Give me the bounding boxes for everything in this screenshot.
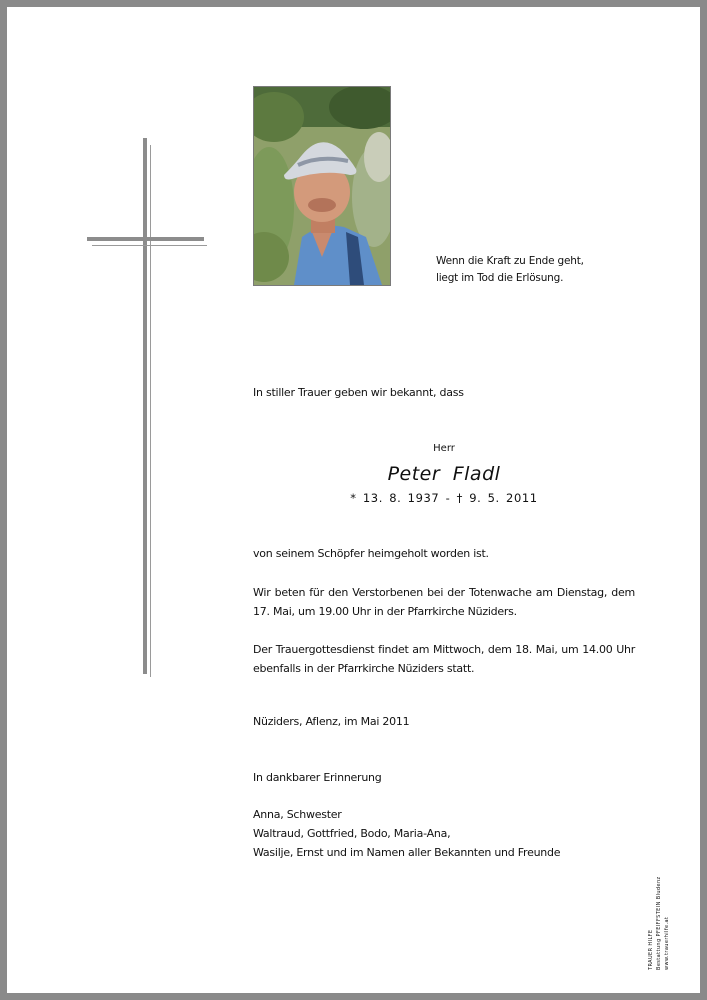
deceased-name: Peter Fladl <box>387 463 501 485</box>
memorial-quote <box>436 253 626 287</box>
stamp-line-2: Bestattung PFEIFFSTEIN Bludenz <box>656 876 662 970</box>
quote-line-1: Wenn die Kraft zu Ende geht, <box>436 255 584 267</box>
gratitude-text: In dankbarer Erinnerung <box>253 771 382 784</box>
place-date: Nüziders, Aflenz, im Mai 2011 <box>253 715 410 728</box>
passage-text: von seinem Schöpfer heimgeholt worden ist. <box>253 547 489 560</box>
stamp-line-1: TRAUER HILFE <box>648 929 654 970</box>
wake-paragraph: Wir beten für den Verstorbenen bei der Totenwache am Dienstag, dem 17. Mai, um 19.00 Uhr in der Pfarrkirche Nüziders. <box>253 586 635 618</box>
mourners-line-2: Waltraud, Gottfried, Bodo, Maria-Ana, <box>253 827 451 840</box>
life-dates: * 13. 8. 1937 - † 9. 5. 2011 <box>350 491 538 505</box>
cross-horizontal-shadow <box>92 245 207 246</box>
service-paragraph: Der Trauergottesdienst findet am Mittwoch, dem 18. Mai, um 14.00 Uhr ebenfalls in der Pfarrkirche Nüziders statt. <box>253 643 635 675</box>
quote-line-2: liegt im Tod die Erlösung. <box>436 272 564 284</box>
mourners-line-3: Wasilje, Ernst und im Namen aller Bekannten und Freunde <box>253 846 561 859</box>
mourners-line-1: Anna, Schwester <box>253 808 342 821</box>
cross-horizontal-bar <box>87 237 204 241</box>
portrait-photo <box>253 86 391 286</box>
funeral-home-stamp <box>644 870 674 970</box>
salutation: Herr <box>433 443 455 454</box>
cross-vertical-shadow <box>150 145 151 677</box>
cross-vertical-bar <box>143 138 147 674</box>
intro-text: In stiller Trauer geben wir bekannt, dass <box>253 386 464 399</box>
stamp-line-3: www.trauerhilfe.at <box>664 916 670 970</box>
